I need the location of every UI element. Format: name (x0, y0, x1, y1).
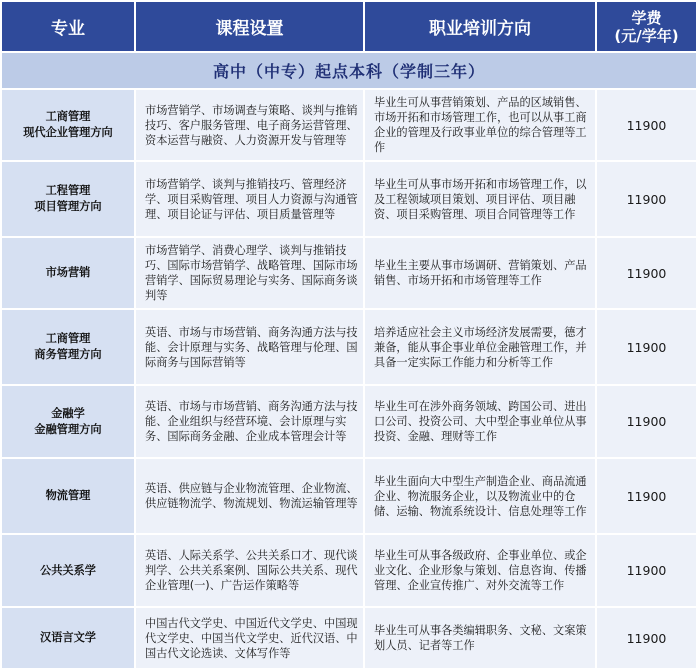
career-cell (365, 238, 597, 310)
major-name-line: 工程管理 (45, 184, 91, 197)
table-row (2, 90, 696, 162)
course-cell (136, 310, 365, 386)
course-cell (136, 386, 365, 459)
table-row (2, 162, 696, 238)
career-cell (365, 90, 597, 162)
major-cell (2, 459, 136, 535)
career-cell (365, 608, 597, 670)
major-name-line: 市场营销 (45, 266, 91, 279)
career-cell (365, 386, 597, 459)
major-name-line: 物流管理 (45, 489, 91, 502)
course-cell (136, 90, 365, 162)
course-cell (136, 238, 365, 310)
course-text: 市场营销学、谈判与推销技巧、管理经济学、项目采购管理、项目人力资源与沟通管理、项目论证与评估、项目质量管理等 (145, 177, 358, 221)
course-cell (136, 162, 365, 238)
major-name-line: 工商管理 (45, 332, 91, 345)
course-text: 市场营销学、市场调查与策略、谈判与推销技巧、客户服务管理、电子商务运营管理、资本运营与融资、人力资源开发与管理等 (145, 103, 358, 147)
major-name-line: 现代企业管理方向 (23, 126, 113, 139)
table-row (2, 386, 696, 459)
header-career: 职业培训方向 (365, 2, 597, 53)
fee-cell: 11900 (597, 459, 696, 535)
table-row (2, 459, 696, 535)
major-cell (2, 310, 136, 386)
major-cell (2, 535, 136, 608)
course-text: 英语、市场与市场营销、商务沟通方法与技能、会计原理与实务、战略管理与伦理、国际商务与国际营销等 (145, 325, 358, 369)
major-name-line: 商务管理方向 (34, 348, 102, 361)
career-text: 毕业生可从事各类编辑职务、文秘、文案策划人员、记者等工作 (374, 624, 587, 652)
table-row (2, 608, 696, 670)
career-text: 毕业生可从事各级政府、企事业单位、或企业文化、企业形象与策划、信息咨询、传播管理、企业宣传推广、对外交流等工作 (374, 549, 587, 592)
career-cell (365, 459, 597, 535)
course-text: 英语、供应链与企业物流管理、企业物流、供应链物流学、物流规划、物流运输管理等 (145, 482, 358, 510)
fee-cell: 11900 (597, 90, 696, 162)
table-row (2, 310, 696, 386)
fee-cell: 11900 (597, 386, 696, 459)
fee-cell: 11900 (597, 608, 696, 670)
section-title: 高中（中专）起点本科（学制三年） (2, 53, 696, 90)
major-cell (2, 238, 136, 310)
major-name-line: 金融管理方向 (34, 422, 102, 436)
table-row (2, 238, 696, 310)
course-cell (136, 608, 365, 670)
course-text: 英语、市场与市场营销、商务沟通方法与技能、企业组织与经营环境、会计原理与实务、国际商务金融、企业成本管理会计等 (145, 400, 358, 443)
career-cell (365, 535, 597, 608)
fee-cell: 11900 (597, 238, 696, 310)
major-cell (2, 162, 136, 238)
career-cell (365, 310, 597, 386)
fee-cell: 11900 (597, 310, 696, 386)
major-cell (2, 90, 136, 162)
header-row (2, 2, 696, 53)
program-table (2, 2, 696, 670)
fee-cell: 11900 (597, 162, 696, 238)
career-text: 培养适应社会主义市场经济发展需要，德才兼备，能从事企事业单位金融管理工作，并具备一定实际工作能力和分析等工作 (374, 325, 587, 369)
major-name-line: 金融学 (51, 406, 85, 420)
major-name-line: 工商管理 (45, 110, 91, 123)
header-major: 专业 (2, 2, 136, 53)
career-text: 毕业生主要从事市场调研、营销策划、产品销售、市场开拓和市场管理等工作 (374, 259, 587, 287)
fee-cell: 11900 (597, 535, 696, 608)
course-cell (136, 535, 365, 608)
table-row (2, 535, 696, 608)
major-cell (2, 608, 136, 670)
career-text: 毕业生可从事市场开拓和市场管理工作，以及工程领域项目策划、项目评估、项目融资、项目采购管理、项目合同管理等工作 (374, 177, 587, 221)
header-fee (597, 2, 696, 53)
header-fee-line2: (元/学年) (614, 26, 679, 45)
career-text: 毕业生可从事营销策划、产品的区域销售、市场开拓和市场管理工作，也可以从事工商企业的管理及行政事业单位的综合管理等工作 (374, 96, 587, 154)
section-row (2, 53, 696, 90)
career-cell (365, 162, 597, 238)
course-text: 中国古代文学史、中国近代文学史、中国现代文学史、中国当代文学史、近代汉语、中国古代文论选读、文体写作等 (145, 616, 358, 660)
major-name-line: 项目管理方向 (34, 200, 102, 213)
major-name-line: 公共关系学 (40, 563, 96, 577)
header-course: 课程设置 (136, 2, 365, 53)
major-name-line: 汉语言文学 (40, 631, 96, 644)
career-text: 毕业生面向大中型生产制造企业、商品流通企业、物流服务企业，以及物流业中的仓储、运输、物流系统设计、信息处理等工作 (374, 474, 587, 518)
course-text: 市场营销学、消费心理学、谈判与推销技巧、国际市场营销学、战略管理、国际市场营销学、国际贸易理论与实务、国际商务谈判等 (145, 244, 358, 302)
career-text: 毕业生可在涉外商务领域、跨国公司、进出口公司、投资公司、大中型企事业单位从事投资、金融、理财等工作 (374, 400, 587, 443)
course-text: 英语、人际关系学、公共关系口才、现代谈判学、公共关系案例、国际公共关系、现代企业管理(一)、广告运作策略等 (145, 549, 358, 592)
major-cell (2, 386, 136, 459)
header-fee-line1: 学费 (631, 8, 662, 27)
course-cell (136, 459, 365, 535)
